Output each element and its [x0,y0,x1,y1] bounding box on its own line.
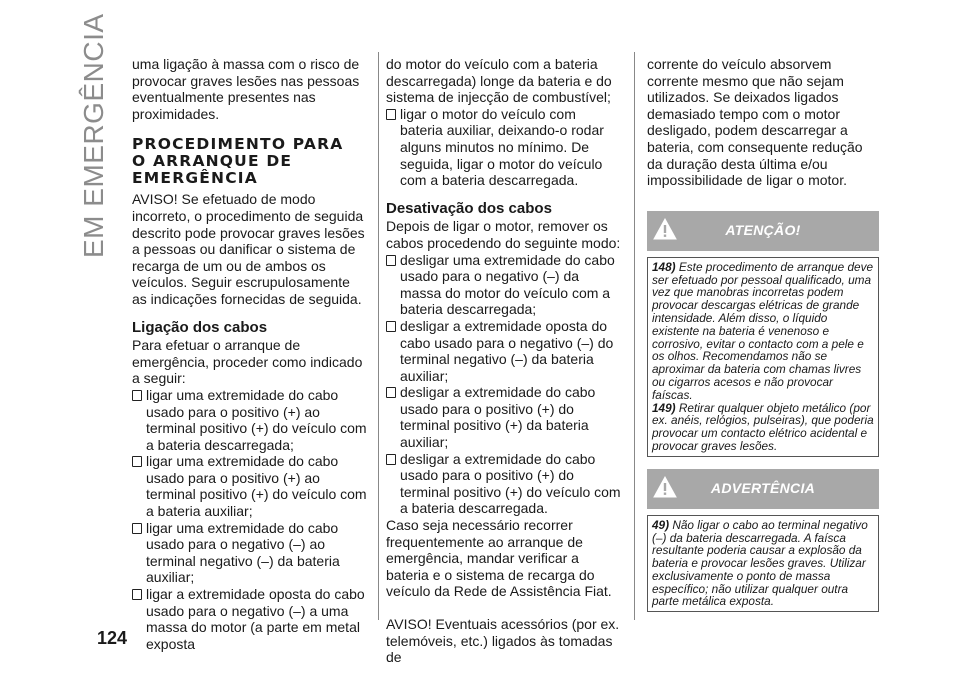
checkbox-bullet-icon [132,589,142,600]
continued-text: corrente do veículo absorvem corrente mesmo que não sejam utilizados. Se deixados ligados demasiado tempo com o motor desligado, podem descarregar a bateria, com consequente redução da duração desta última e/ou impossibilidade de ligar o motor. [647,56,863,189]
list-item: desligar a extremidade do cabo usado para o positivo (+) do terminal positivo (+) da bateria auxiliar; [386,384,622,450]
column-3 [647,56,879,612]
checkbox-bullet-icon [132,456,142,467]
attention-header [647,211,879,251]
note-item: 149) Retirar qualquer objeto metálico (por ex. anéis, relógios, pulseiras), que poderia provocar um contacto elétrico acidental e provocar graves lesões. [652,400,874,453]
subheading-ligacao: Ligação dos cabos [132,318,268,336]
checkbox-bullet-icon [132,523,142,534]
list-item: ligar o motor do veículo com bateria auxiliar, deixando-o rodar alguns minutos no mínimo. De seguida, ligar o motor do veículo com a bateria descarregada. [386,106,622,189]
warning-body [647,515,879,613]
attention-box [647,211,879,457]
section-title: EM EMERGÊNCIA [78,13,109,258]
continued-text: do motor do veículo com a bateria descarregada) longe da bateria e do sistema de injecção de combustível; [386,56,612,106]
warning-header [647,469,879,509]
attention-title: ATENÇÃO! [725,221,801,238]
list-item: ligar uma extremidade do cabo usado para o negativo (–) ao terminal negativo (–) da bateria auxiliar; [132,520,368,586]
column-divider [634,52,635,620]
note-item: 49) Não ligar o cabo ao terminal negativo (–) da bateria descarregada. A faísca resultante poderia causar a explosão da bateria e provocar lesões graves. Utilizar exclusivamente o ponto de massa específico; não utilizar qualquer outra parte metálica exposta. [652,517,868,609]
section-heading: PROCEDIMENTO PARA O ARRANQUE DE EMERGÊNCIA [132,135,344,188]
list-item: desligar a extremidade do cabo usado para o positivo (+) do terminal positivo (+) do veículo com a bateria descarregada. [386,451,622,517]
checkbox-bullet-icon [132,390,142,401]
intro-text: uma ligação à massa com o risco de provocar graves lesões nas pessoas eventualmente presentes nas proximidades. [132,56,360,122]
list-item: desligar a extremidade oposta do cabo usado para o negativo (–) do terminal negativo (–) da bateria auxiliar; [386,318,622,384]
list-item: ligar uma extremidade do cabo usado para o positivo (+) ao terminal positivo (+) do veículo com a bateria descarregada; [132,387,368,453]
note-item: 148) Este procedimento de arranque deve ser efetuado por pessoal qualificado, uma vez que manobras incorretas podem provocar descargas elétricas de grande intensidade. Além disso, o líquido existente na bateria é venenoso e corrosivo, evitar o contacto com a pele e os olhos. Recomendamos não se aproximar da bateria com chamas livres ou cigarros acesos e não provocar faíscas. [652,259,874,402]
warning-box [647,469,879,613]
warning-title: ADVERTÊNCIA [710,479,816,496]
paragraph: Caso seja necessário recorrer frequentemente ao arranque de emergência, mandar verificar a bateria e o sistema de recarga do veículo da Rede de Assistência Fiat. [386,517,612,600]
aviso-text: AVISO! Eventuais acessórios (por ex. telemóveis, etc.) ligados às tomadas de [386,616,620,666]
checkbox-bullet-icon [386,454,396,465]
lead-text: Depois de ligar o motor, remover os cabos procedendo do seguinte modo: [386,218,621,251]
aviso-text: AVISO! Se efetuado de modo incorreto, o procedimento de seguida descrito pode provocar graves lesões a pessoas ou danificar o sistema de recarga de um ou de ambos os veículos. Seguir escrupulosamente as indicações fornecidas de seguida. [132,191,365,307]
lead-text: Para efetuar o arranque de emergência, proceder como indicado a seguir: [132,337,363,387]
column-1 [132,56,368,652]
list-item: ligar uma extremidade do cabo usado para o positivo (+) ao terminal positivo (+) do veículo com a bateria auxiliar; [132,453,368,519]
list-item: ligar a extremidade oposta do cabo usado para o negativo (–) a uma massa do motor (a parte em metal exposta [132,586,368,652]
page-number: 124 [97,628,128,648]
subheading-desativacao: Desativação dos cabos [386,199,552,217]
column-2 [386,56,622,666]
list-item: desligar uma extremidade do cabo usado para o negativo (–) da massa do motor do veículo com a bateria descarregada; [386,252,622,318]
checkbox-bullet-icon [386,109,396,120]
checkbox-bullet-icon [386,387,396,398]
checkbox-bullet-icon [386,321,396,332]
column-divider [378,52,379,620]
attention-body [647,257,879,457]
checkbox-bullet-icon [386,255,396,266]
